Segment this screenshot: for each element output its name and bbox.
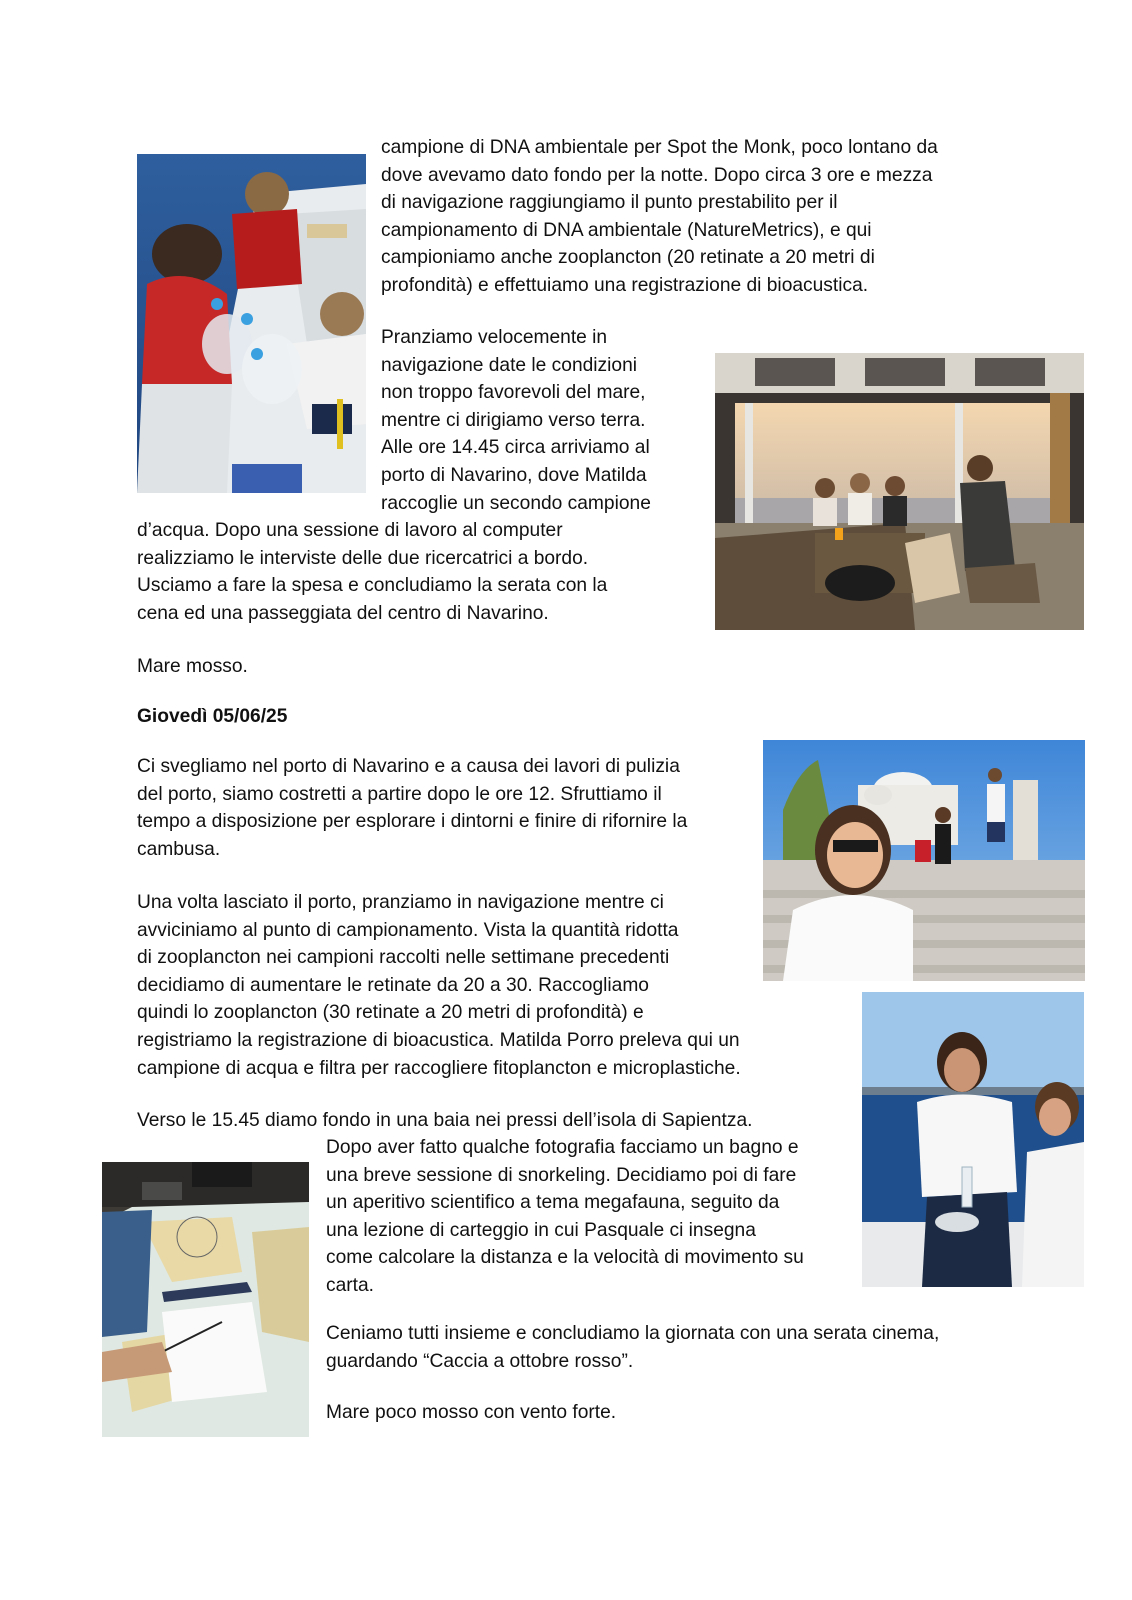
text-line: dove avevamo dato fondo per la notte. Dopo circa 3 ore e mezza bbox=[381, 164, 933, 186]
sea-condition-note-2: Mare poco mosso con vento forte. bbox=[326, 1402, 617, 1423]
text-line: come calcolare la distanza e la velocità di movimento su bbox=[326, 1247, 804, 1269]
paragraph-lunch-navigation bbox=[381, 324, 651, 517]
text-line: Alle ore 14.45 circa arriviamo al bbox=[381, 437, 650, 459]
text-line: una breve sessione di snorkeling. Decidiamo poi di fare bbox=[326, 1164, 797, 1186]
text-line: d’acqua. Dopo una sessione di lavoro al computer bbox=[137, 520, 563, 541]
photo-group-on-catamaran-at-sunset bbox=[715, 353, 1084, 630]
text-line: mentre ci dirigiamo verso terra. bbox=[381, 409, 646, 431]
day-heading: Giovedì 05/06/25 bbox=[137, 706, 288, 727]
paragraph-lunch-navigation-continued bbox=[137, 517, 607, 627]
text-line: campioniamo anche zooplancton (20 retinate a 20 metri di bbox=[381, 247, 875, 269]
text-line: guardando “Caccia a ottobre rosso”. bbox=[326, 1350, 634, 1372]
photo-filtering-water-sample bbox=[862, 992, 1084, 1287]
text-line: decidiamo di aumentare le retinate da 20 a 30. Raccogliamo bbox=[137, 974, 649, 996]
text-line: raccoglie un secondo campione bbox=[381, 492, 651, 514]
text-line: carta. bbox=[326, 1274, 374, 1296]
paragraph-dna-sampling bbox=[381, 134, 938, 300]
photo-selfie-in-front-of-church bbox=[763, 740, 1085, 981]
text-line: Una volta lasciato il porto, pranziamo in navigazione mentre ci bbox=[137, 892, 664, 913]
text-line: campione di DNA ambientale per Spot the Monk, poco lontano da bbox=[381, 137, 938, 158]
text-line: profondità) e effettuiamo una registrazione di bioacustica. bbox=[381, 274, 869, 296]
text-line: tempo a disposizione per esplorare i dintorni e finire di rifornire la bbox=[137, 811, 688, 833]
text-line: cambusa. bbox=[137, 838, 221, 860]
text-line: non troppo favorevoli del mare, bbox=[381, 382, 646, 404]
text-line: campione di acqua e filtra per raccogliere fitoplancton e microplastiche. bbox=[137, 1057, 741, 1079]
text-line: realizziamo le interviste delle due ricercatrici a bordo. bbox=[137, 547, 589, 569]
paragraph-morning-navarino bbox=[137, 753, 687, 863]
text-line: quindi lo zooplancton (30 retinate a 20 metri di profondità) e bbox=[137, 1002, 644, 1024]
text-line: Dopo aver fatto qualche fotografia facciamo un bagno e bbox=[326, 1137, 799, 1158]
sea-condition-note: Mare mosso. bbox=[137, 656, 248, 677]
text-line: campionamento di DNA ambientale (NatureMetrics), e qui bbox=[381, 219, 872, 241]
text-line: un aperitivo scientifico a tema megafauna, seguito da bbox=[326, 1192, 780, 1214]
text-line: di navigazione raggiungiamo il punto prestabilito per il bbox=[381, 192, 838, 214]
paragraph-zooplankton-sampling bbox=[137, 889, 741, 1082]
text-line: porto di Navarino, dove Matilda bbox=[381, 464, 647, 486]
paragraph-dinner-cinema bbox=[326, 1320, 939, 1375]
text-line: di zooplancton nei campioni raccolti nelle settimane precedenti bbox=[137, 947, 670, 969]
text-line: avviciniamo al punto di campionamento. Vista la quantità ridotta bbox=[137, 919, 679, 941]
text-line: cena ed una passeggiata del centro di Navarino. bbox=[137, 602, 549, 624]
text-line: Ci svegliamo nel porto di Navarino e a causa dei lavori di pulizia bbox=[137, 756, 680, 777]
text-line: navigazione date le condizioni bbox=[381, 354, 638, 376]
text-line: Pranziamo velocemente in bbox=[381, 327, 608, 348]
text-line: Usciamo a fare la spesa e concludiamo la serata con la bbox=[137, 575, 608, 597]
photo-nautical-chart-plotting bbox=[102, 1162, 309, 1437]
photo-crew-sampling-on-deck bbox=[137, 154, 366, 493]
text-line: Ceniamo tutti insieme e concludiamo la giornata con una serata cinema, bbox=[326, 1323, 940, 1344]
paragraph-sapientza-anchor: Verso le 15.45 diamo fondo in una baia nei pressi dell’isola di Sapientza. bbox=[137, 1110, 753, 1131]
paragraph-afternoon-activities bbox=[326, 1134, 804, 1300]
text-line: una lezione di carteggio in cui Pasquale ci insegna bbox=[326, 1219, 756, 1241]
text-line: del porto, siamo costretti a partire dopo le ore 12. Sfruttiamo il bbox=[137, 783, 662, 805]
text-line: registriamo la registrazione di bioacustica. Matilda Porro preleva qui un bbox=[137, 1029, 740, 1051]
